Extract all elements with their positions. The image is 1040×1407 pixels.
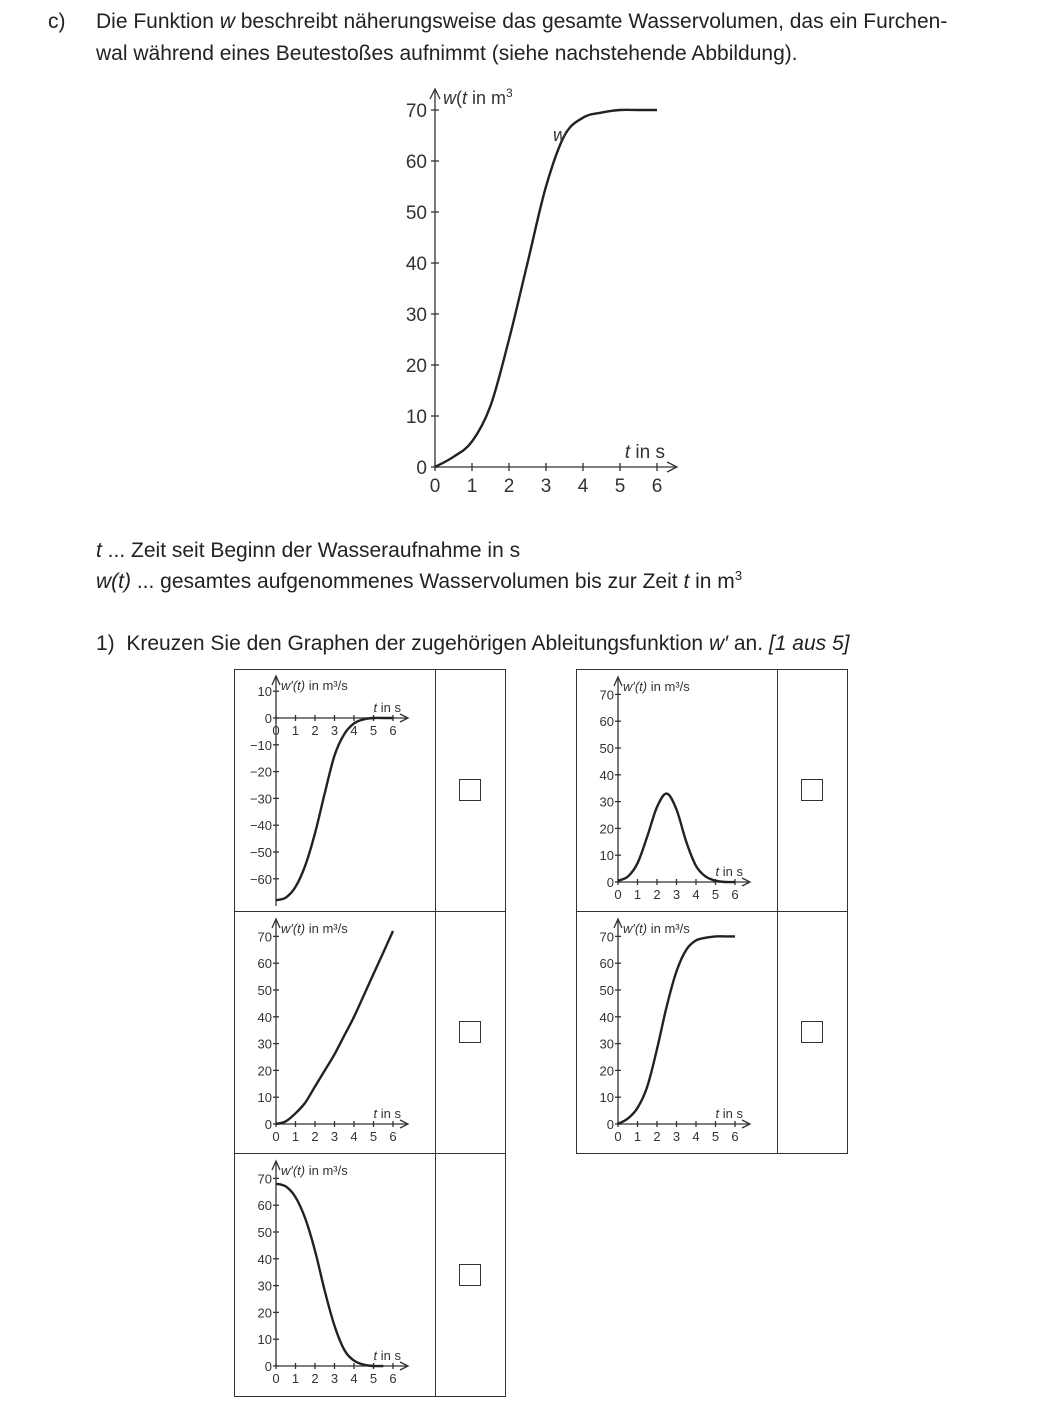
intro-line-2: wal während eines Beutestoßes aufnimmt (siehe nachstehende Abbildung). bbox=[96, 42, 798, 65]
option-d-x-tick-label: 3 bbox=[672, 887, 681, 902]
definition-w-text-a: ... gesamtes aufgenommenes Wasservolumen bis zur Zeit bbox=[131, 570, 684, 593]
option-a-chart bbox=[235, 670, 435, 911]
option-c-x-tick-label: 6 bbox=[389, 1371, 397, 1386]
option-a-x-tick-label: 0 bbox=[272, 723, 280, 738]
option-a-x-tick-label: 1 bbox=[291, 723, 300, 738]
task-text-b: an. bbox=[728, 632, 769, 655]
option-d-x-tick-label: 2 bbox=[653, 887, 661, 902]
option-e-graph-cell bbox=[576, 911, 778, 1154]
option-c-x-tick-label: 0 bbox=[272, 1371, 280, 1386]
option-d-x-axis-label: t in s bbox=[715, 864, 743, 879]
definition-w-var: w(t) bbox=[96, 570, 131, 593]
option-b-x-tick-label: 2 bbox=[311, 1129, 319, 1144]
option-b-y-axis-label: w′(t) in m³/s bbox=[281, 921, 348, 936]
definition-t-text: ... Zeit seit Beginn der Wasseraufnahme in s bbox=[101, 539, 521, 562]
option-a-y-tick-label: −60 bbox=[249, 871, 272, 887]
option-b-chart bbox=[235, 912, 435, 1153]
definition-w-sup: 3 bbox=[734, 568, 743, 583]
option-c-y-tick-label: 30 bbox=[257, 1278, 272, 1294]
option-d-y-tick-label: 40 bbox=[599, 767, 614, 783]
option-c-y-tick-label: 60 bbox=[257, 1198, 272, 1214]
option-c-x-tick-label: 5 bbox=[369, 1371, 378, 1386]
option-c-y-tick-label: 0 bbox=[264, 1359, 272, 1374]
option-b-y-tick-label: 60 bbox=[257, 956, 272, 972]
option-e-x-tick-label: 5 bbox=[711, 1129, 720, 1144]
option-a-graph-cell bbox=[234, 669, 436, 912]
option-b-x-tick-label: 4 bbox=[350, 1129, 358, 1144]
intro-b: beschreibt näherungsweise das gesamte Wasservolumen, das ein Furchen- bbox=[240, 10, 948, 33]
option-d-x-tick-label: 0 bbox=[614, 887, 622, 902]
option-b-y-tick-label: 10 bbox=[257, 1090, 272, 1106]
option-d-check-cell bbox=[777, 669, 848, 912]
option-b-y-tick-label: 20 bbox=[257, 1063, 272, 1079]
option-c-x-tick-label: 1 bbox=[291, 1371, 300, 1386]
option-b-checkbox[interactable] bbox=[459, 1021, 481, 1043]
option-c-x-tick-label: 4 bbox=[350, 1371, 358, 1386]
option-e-chart bbox=[577, 912, 777, 1153]
option-e-y-tick-label: 40 bbox=[599, 1009, 614, 1025]
option-a-y-tick-label: −20 bbox=[249, 764, 272, 780]
option-a-curve bbox=[276, 718, 393, 900]
option-d-x-tick-label: 6 bbox=[731, 887, 739, 902]
option-c-x-tick-label: 2 bbox=[311, 1371, 319, 1386]
option-a-y-tick-label: −40 bbox=[249, 818, 272, 834]
intro-line-1 bbox=[96, 8, 947, 35]
option-a-checkbox[interactable] bbox=[459, 779, 481, 801]
option-e-x-tick-label: 1 bbox=[633, 1129, 642, 1144]
option-e-y-tick-label: 0 bbox=[606, 1117, 614, 1132]
x-tick-label: 1 bbox=[466, 476, 478, 497]
option-c-checkbox[interactable] bbox=[459, 1264, 481, 1286]
option-c-check-cell bbox=[435, 1153, 506, 1397]
curve-w bbox=[435, 110, 657, 467]
definition-w-text-b: in m bbox=[689, 570, 735, 593]
task-line bbox=[96, 630, 849, 657]
option-e-check-cell bbox=[777, 911, 848, 1154]
option-a-x-tick-label: 3 bbox=[330, 723, 339, 738]
option-a-y-tick-label: −10 bbox=[249, 737, 272, 753]
option-e-y-axis-label: w′(t) in m³/s bbox=[623, 921, 690, 936]
option-a-y-tick-label: −50 bbox=[249, 845, 272, 860]
option-c-y-tick-label: 70 bbox=[257, 1171, 272, 1187]
y-tick-label: 60 bbox=[405, 152, 427, 173]
option-e-checkbox[interactable] bbox=[801, 1021, 823, 1043]
option-e-y-tick-label: 20 bbox=[599, 1063, 614, 1079]
option-e-x-tick-label: 0 bbox=[614, 1129, 622, 1144]
option-e-x-tick-label: 2 bbox=[653, 1129, 661, 1144]
option-c-y-tick-label: 10 bbox=[257, 1332, 272, 1348]
option-c-x-tick-label: 3 bbox=[330, 1371, 339, 1386]
option-e-x-axis-label: t in s bbox=[715, 1106, 743, 1121]
option-b-x-tick-label: 1 bbox=[291, 1129, 300, 1144]
option-d-y-tick-label: 60 bbox=[599, 714, 614, 730]
option-e-x-tick-label: 3 bbox=[672, 1129, 681, 1144]
option-b-x-axis-label: t in s bbox=[373, 1106, 401, 1121]
curve-label-w: w bbox=[553, 125, 566, 145]
definition-w-t: t bbox=[683, 570, 690, 593]
option-e-y-tick-label: 10 bbox=[599, 1090, 614, 1106]
option-d-y-tick-label: 0 bbox=[606, 875, 614, 890]
option-e-y-tick-label: 60 bbox=[599, 956, 614, 972]
option-d-y-tick-label: 70 bbox=[599, 687, 614, 703]
definition-t-var: t bbox=[96, 539, 102, 562]
task-text-a: Kreuzen Sie den Graphen der zugehörigen Ableitungsfunktion bbox=[126, 632, 709, 655]
y-tick-label: 10 bbox=[405, 407, 427, 428]
option-d-y-tick-label: 50 bbox=[599, 741, 614, 756]
x-axis-label: t in s bbox=[624, 442, 665, 463]
definition-t bbox=[96, 537, 520, 564]
part-label: c) bbox=[48, 10, 66, 33]
y-axis-label: w(t in $m^3$ bbox=[443, 86, 513, 108]
option-a-x-axis-label: t in s bbox=[373, 700, 401, 715]
option-a-x-tick-label: 4 bbox=[350, 723, 358, 738]
option-a-y-tick-label: −30 bbox=[249, 791, 272, 807]
option-c-y-tick-label: 20 bbox=[257, 1305, 272, 1321]
definition-w bbox=[96, 568, 742, 595]
option-d-chart bbox=[577, 670, 777, 911]
option-a-x-tick-label: 2 bbox=[311, 723, 319, 738]
option-a-y-tick-label: 0 bbox=[264, 711, 272, 726]
option-e-x-tick-label: 4 bbox=[692, 1129, 700, 1144]
y-tick-label: 30 bbox=[405, 305, 427, 326]
option-d-checkbox[interactable] bbox=[801, 779, 823, 801]
option-c-y-tick-label: 50 bbox=[257, 1225, 272, 1240]
option-b-y-tick-label: 40 bbox=[257, 1009, 272, 1025]
x-tick-label: 6 bbox=[651, 476, 663, 497]
x-tick-label: 2 bbox=[503, 476, 515, 497]
x-tick-label: 5 bbox=[614, 476, 626, 497]
option-a-x-tick-label: 6 bbox=[389, 723, 397, 738]
y-tick-label: 0 bbox=[416, 458, 427, 479]
option-d-graph-cell bbox=[576, 669, 778, 912]
y-tick-label: 50 bbox=[405, 203, 427, 224]
task-hint: [1 aus 5] bbox=[768, 632, 850, 655]
intro-var: w bbox=[219, 10, 235, 33]
option-b-x-tick-label: 3 bbox=[330, 1129, 339, 1144]
option-c-graph-cell bbox=[234, 1153, 436, 1397]
option-a-y-axis-label: w′(t) in m³/s bbox=[281, 678, 348, 693]
option-c-y-tick-label: 40 bbox=[257, 1251, 272, 1267]
option-b-y-tick-label: 70 bbox=[257, 929, 272, 945]
x-tick-label: 3 bbox=[540, 476, 552, 497]
option-c-y-axis-label: w′(t) in m³/s bbox=[281, 1163, 348, 1178]
option-a-check-cell bbox=[435, 669, 506, 912]
option-a-y-tick-label: 10 bbox=[257, 684, 272, 700]
task-number: 1) bbox=[96, 632, 115, 655]
option-e-curve bbox=[618, 936, 735, 1124]
option-c-chart bbox=[235, 1154, 435, 1396]
option-b-check-cell bbox=[435, 911, 506, 1154]
intro-a: Die Funktion bbox=[96, 10, 214, 33]
option-b-x-tick-label: 0 bbox=[272, 1129, 280, 1144]
option-b-y-tick-label: 0 bbox=[264, 1117, 272, 1132]
option-b-x-tick-label: 5 bbox=[369, 1129, 378, 1144]
task-var: w′ bbox=[708, 632, 729, 655]
y-tick-label: 20 bbox=[405, 356, 427, 377]
option-d-y-tick-label: 10 bbox=[599, 848, 614, 864]
main-chart bbox=[395, 85, 695, 505]
option-a-x-tick-label: 5 bbox=[369, 723, 378, 738]
option-c-x-axis-label: t in s bbox=[373, 1348, 401, 1363]
option-d-x-tick-label: 5 bbox=[711, 887, 720, 902]
option-b-curve bbox=[276, 931, 393, 1124]
x-tick-label: 0 bbox=[429, 476, 441, 497]
option-d-y-tick-label: 20 bbox=[599, 821, 614, 837]
option-e-y-tick-label: 50 bbox=[599, 983, 614, 998]
option-b-y-tick-label: 30 bbox=[257, 1036, 272, 1052]
option-b-y-tick-label: 50 bbox=[257, 983, 272, 998]
option-d-x-tick-label: 4 bbox=[692, 887, 700, 902]
option-e-y-tick-label: 70 bbox=[599, 929, 614, 945]
option-e-y-tick-label: 30 bbox=[599, 1036, 614, 1052]
option-d-y-axis-label: w′(t) in m³/s bbox=[623, 679, 690, 694]
option-b-graph-cell bbox=[234, 911, 436, 1154]
option-b-x-tick-label: 6 bbox=[389, 1129, 397, 1144]
x-tick-label: 4 bbox=[577, 476, 589, 497]
y-tick-label: 70 bbox=[405, 101, 427, 122]
option-e-x-tick-label: 6 bbox=[731, 1129, 739, 1144]
option-d-y-tick-label: 30 bbox=[599, 794, 614, 810]
option-d-x-tick-label: 1 bbox=[633, 887, 642, 902]
y-tick-label: 40 bbox=[405, 254, 427, 275]
option-c-curve bbox=[276, 1184, 383, 1366]
